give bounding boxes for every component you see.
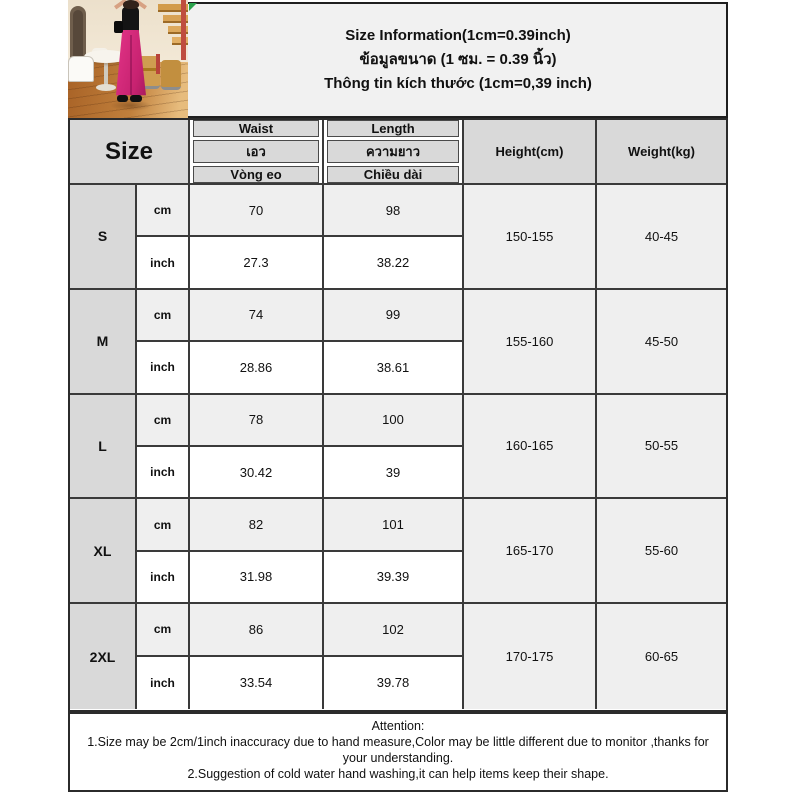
unit-cell-cm: cm bbox=[137, 290, 190, 342]
size-label-cell: 2XL bbox=[70, 604, 137, 709]
weight-column-header: Weight(kg) bbox=[597, 120, 726, 185]
photo-sandal bbox=[117, 95, 128, 102]
weight-cell: 50-55 bbox=[597, 395, 726, 500]
photo-black-bag bbox=[114, 21, 123, 33]
photo-table-base bbox=[96, 84, 116, 91]
waist-inch-cell: 28.86 bbox=[190, 342, 324, 394]
title-block bbox=[190, 4, 726, 116]
length-header-th: ความยาว bbox=[327, 140, 459, 163]
waist-cm-cell: 82 bbox=[190, 499, 324, 551]
attention-note-2: 2.Suggestion of cold water hand washing,it can help items keep their shape. bbox=[187, 767, 609, 781]
weight-cell: 45-50 bbox=[597, 290, 726, 395]
height-column-header: Height(cm) bbox=[464, 120, 597, 185]
height-cell: 155-160 bbox=[464, 290, 597, 395]
waist-inch-cell: 27.3 bbox=[190, 237, 324, 289]
waist-column-header bbox=[190, 120, 324, 185]
length-cm-cell: 102 bbox=[324, 604, 464, 656]
waist-cm-cell: 74 bbox=[190, 290, 324, 342]
unit-cell-cm: cm bbox=[137, 604, 190, 656]
size-label-cell: M bbox=[70, 290, 137, 395]
title-vietnamese: Thông tin kích thước (1cm=0,39 inch) bbox=[324, 75, 592, 92]
unit-cell-inch: inch bbox=[137, 237, 190, 289]
size-label-cell: S bbox=[70, 185, 137, 290]
height-cell: 165-170 bbox=[464, 499, 597, 604]
waist-cm-cell: 70 bbox=[190, 185, 324, 237]
unit-cell-cm: cm bbox=[137, 395, 190, 447]
length-inch-cell: 39.39 bbox=[324, 552, 464, 604]
height-cell: 160-165 bbox=[464, 395, 597, 500]
unit-cell-inch: inch bbox=[137, 342, 190, 394]
unit-cell-inch: inch bbox=[137, 552, 190, 604]
photo-pink-pants bbox=[116, 30, 146, 98]
photo-model-head bbox=[123, 0, 139, 9]
height-cell: 170-175 bbox=[464, 604, 597, 709]
length-header-vi: Chiều dài bbox=[327, 166, 459, 183]
photo-ladder bbox=[181, 0, 186, 60]
photo-wooden-chair bbox=[161, 60, 181, 90]
photo-black-tank-top bbox=[122, 7, 139, 32]
waist-header-vi: Vòng eo bbox=[193, 166, 319, 183]
photo-red-accent bbox=[156, 54, 160, 74]
green-corner-marker-icon bbox=[189, 3, 197, 11]
unit-cell-inch: inch bbox=[137, 447, 190, 499]
waist-cm-cell: 78 bbox=[190, 395, 324, 447]
length-header-en: Length bbox=[327, 120, 459, 137]
attention-box bbox=[68, 712, 728, 792]
length-cm-cell: 100 bbox=[324, 395, 464, 447]
photo-table-stem bbox=[104, 60, 108, 86]
length-cm-cell: 101 bbox=[324, 499, 464, 551]
size-label-cell: XL bbox=[70, 499, 137, 604]
unit-cell-inch: inch bbox=[137, 657, 190, 709]
length-cm-cell: 98 bbox=[324, 185, 464, 237]
waist-cm-cell: 86 bbox=[190, 604, 324, 656]
attention-note-1: 1.Size may be 2cm/1inch inaccuracy due to hand measure,Color may be little different due to monitor ,thanks for your understanding. bbox=[87, 735, 709, 765]
size-table bbox=[68, 118, 728, 712]
length-inch-cell: 39.78 bbox=[324, 657, 464, 709]
waist-inch-cell: 33.54 bbox=[190, 657, 324, 709]
length-inch-cell: 38.61 bbox=[324, 342, 464, 394]
waist-inch-cell: 30.42 bbox=[190, 447, 324, 499]
size-column-header: Size bbox=[70, 120, 190, 185]
length-column-header bbox=[324, 120, 464, 185]
weight-cell: 55-60 bbox=[597, 499, 726, 604]
size-label-cell: L bbox=[70, 395, 137, 500]
length-inch-cell: 38.22 bbox=[324, 237, 464, 289]
unit-cell-cm: cm bbox=[137, 499, 190, 551]
title-thai: ข้อมูลขนาด (1 ซม. = 0.39 นิ้ว) bbox=[359, 51, 557, 68]
length-inch-cell: 39 bbox=[324, 447, 464, 499]
unit-cell-cm: cm bbox=[137, 185, 190, 237]
length-cm-cell: 99 bbox=[324, 290, 464, 342]
waist-inch-cell: 31.98 bbox=[190, 552, 324, 604]
weight-cell: 60-65 bbox=[597, 604, 726, 709]
attention-heading: Attention: bbox=[371, 719, 425, 733]
waist-header-en: Waist bbox=[193, 120, 319, 137]
photo-arch-door bbox=[70, 6, 86, 58]
height-cell: 150-155 bbox=[464, 185, 597, 290]
photo-sandal bbox=[130, 95, 142, 102]
weight-cell: 40-45 bbox=[597, 185, 726, 290]
waist-header-th: เอว bbox=[193, 140, 319, 163]
photo-white-chair bbox=[68, 56, 94, 82]
product-photo bbox=[68, 0, 188, 118]
title-english: Size Information(1cm=0.39inch) bbox=[345, 27, 571, 44]
